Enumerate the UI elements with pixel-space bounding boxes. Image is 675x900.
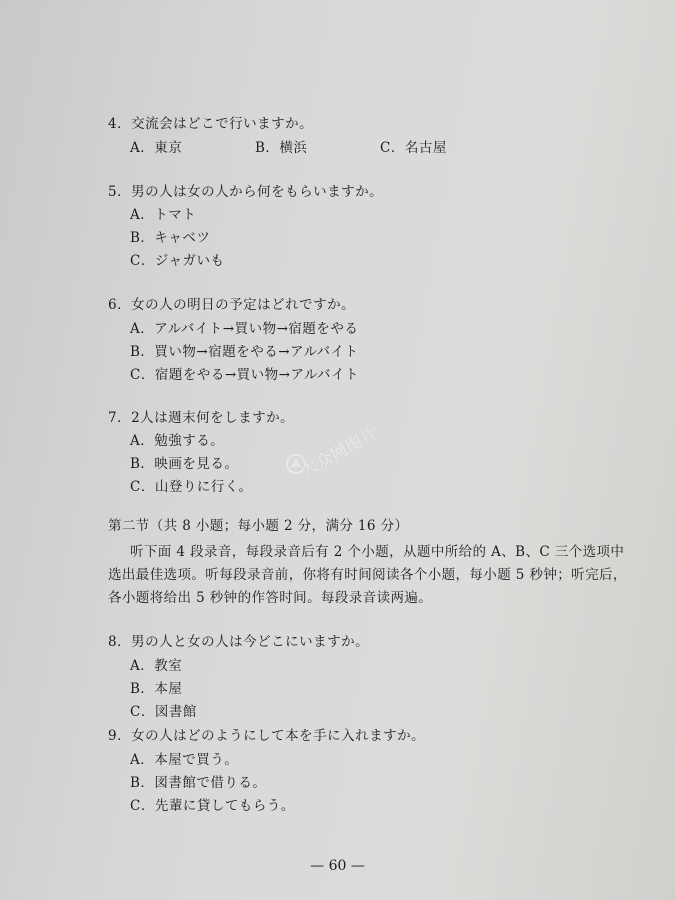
q8-option-b: B．本屋: [130, 681, 183, 697]
section-instruction-line-3: 各小题将给出 5 秒钟的作答时间。每段录音读两遍。: [108, 590, 433, 606]
watermark: [285, 418, 395, 488]
q7-option-c: C．山登りに行く。: [130, 479, 253, 495]
q7-option-a: A．勉強する。: [130, 433, 225, 449]
q5-option-c: C．ジャガいも: [130, 253, 225, 269]
q8-option-a: A．教室: [130, 658, 183, 674]
q9-option-a: A．本屋で買う。: [130, 752, 239, 768]
q7-option-b: B．映画を見る。: [130, 456, 239, 472]
watermark-text: 大众网图片: [297, 423, 382, 481]
question-9: 9．女の人はどのようにして本を手に入れますか。: [108, 728, 426, 744]
q4-option-b: B．横浜: [255, 140, 308, 156]
q8-option-c: C．図書館: [130, 704, 197, 720]
q9-option-b: B．図書館で借りる。: [130, 775, 267, 791]
section-instruction-line-2: 选出最佳选项。听每段录音前，你将有时间阅读各个小题，每小题 5 秒钟；听完后，: [108, 567, 627, 583]
page-number: — 60 —: [310, 858, 365, 874]
section-heading: 第二节（共 8 小题；每小题 2 分，满分 16 分）: [108, 518, 409, 534]
q6-option-b: B．買い物→宿題をやる→アルバイト: [130, 344, 359, 360]
q4-option-a: A．東京: [130, 140, 183, 156]
section-instruction-line-1: 听下面 4 段录音，每段录音后有 2 个小题，从题中所给的 A、B、C 三个选项中: [130, 544, 625, 560]
q5-option-b: B．キャベツ: [130, 230, 211, 246]
question-5: 5．男の人は女の人から何をもらいますか。: [108, 184, 384, 200]
question-8: 8．男の人と女の人は今どこにいますか。: [108, 634, 370, 650]
q9-option-c: C．先輩に貸してもらう。: [130, 798, 295, 814]
question-7: 7．2人は週末何をしますか。: [108, 410, 295, 426]
question-4: 4．交流会はどこで行いますか。: [108, 116, 314, 132]
q5-option-a: A．トマト: [130, 207, 197, 223]
question-6: 6．女の人の明日の予定はどれですか。: [108, 297, 356, 313]
q6-option-c: C．宿題をやる→買い物→アルバイト: [130, 367, 359, 383]
q4-option-c: C．名古屋: [380, 140, 447, 156]
q6-option-a: A．アルバイト→買い物→宿題をやる: [130, 321, 359, 337]
